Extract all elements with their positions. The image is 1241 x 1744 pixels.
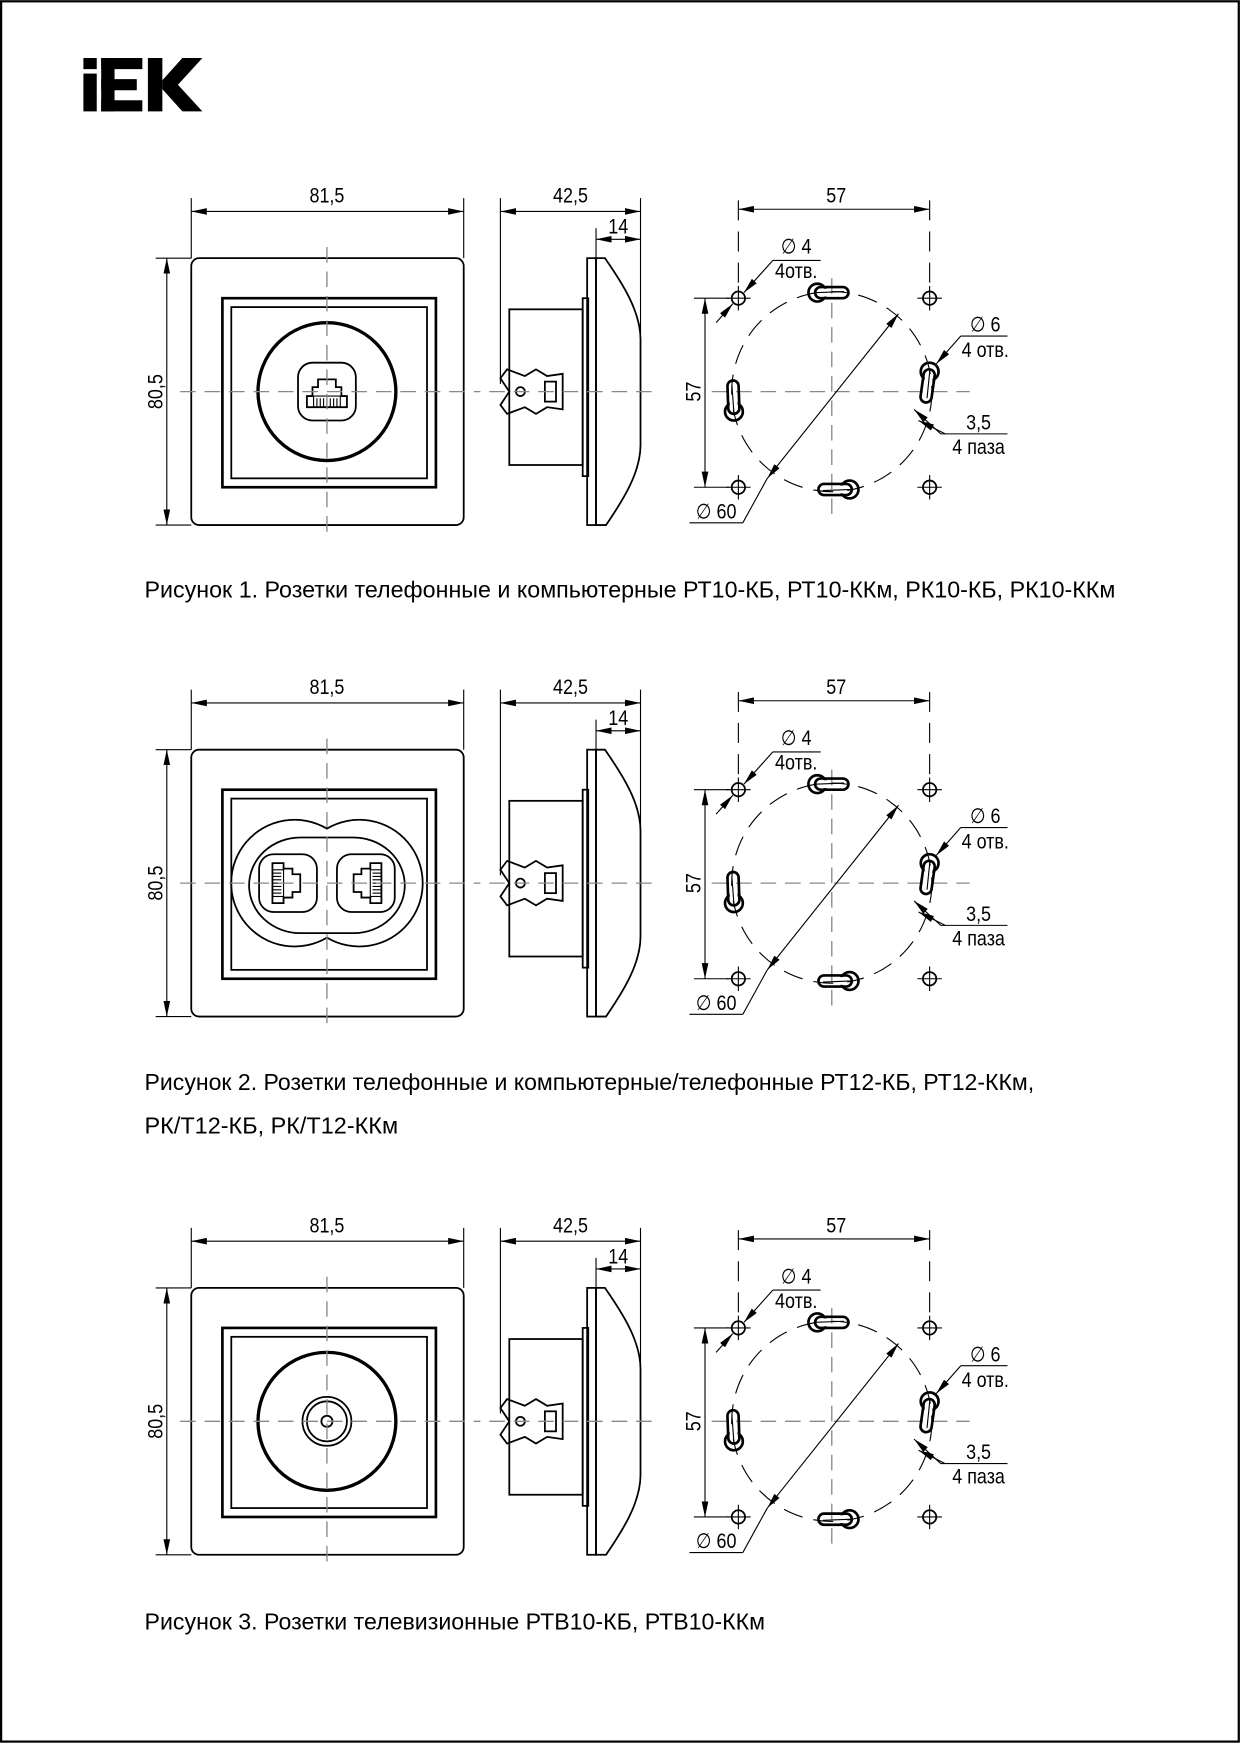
height-label: 80,5: [144, 865, 168, 901]
page-border: [1, 1, 1239, 1741]
height-label: 80,5: [144, 374, 168, 410]
small-hole-diameter-label: ∅ 4: [780, 1265, 812, 1289]
mount-spacing-horizontal-label: 57: [826, 184, 847, 208]
small-hole-diameter-label: ∅ 4: [780, 726, 812, 751]
groove-size-label: 3,5: [966, 411, 992, 435]
groove-size-label: 3,5: [966, 1440, 992, 1465]
slot-count-label: 4 отв.: [961, 338, 1009, 363]
plate-depth-label: 14: [608, 215, 629, 240]
groove-count-label: 4 паза: [952, 1465, 1005, 1489]
depth-label: 42,5: [552, 1213, 588, 1238]
slot-diameter-label: ∅ 6: [969, 1342, 1001, 1367]
mount-spacing-horizontal-label: 57: [826, 675, 847, 700]
slot-count-label: 4 отв.: [961, 830, 1009, 855]
groove-size-label: 3,5: [966, 902, 992, 927]
mount-spacing-vertical-label: 57: [682, 873, 706, 894]
figure-caption: Рисунок 2. Розетки телефонные и компьютерные/телефонные РТ12-КБ, РТ12-ККм,: [144, 1068, 1035, 1095]
slot-diameter-label: ∅ 6: [969, 804, 1001, 829]
small-hole-count-label: 4отв.: [775, 259, 818, 284]
figure-caption: Рисунок 3. Розетки телевизионные РТВ10-КБ, РТВ10-ККм: [144, 1608, 766, 1635]
plate-depth-label: 14: [608, 1245, 629, 1269]
figure-caption: Рисунок 1. Розетки телефонные и компьютерные РТ10-КБ, РТ10-ККм, РК10-КБ, РК10-ККм: [144, 576, 1116, 603]
width-label: 81,5: [309, 1213, 345, 1238]
small-hole-count-label: 4отв.: [775, 1289, 818, 1314]
mount-spacing-vertical-label: 57: [682, 1411, 706, 1432]
mount-circle-diameter-label: ∅ 60: [695, 991, 737, 1016]
groove-count-label: 4 паза: [952, 927, 1005, 951]
slot-diameter-label: ∅ 6: [969, 313, 1001, 337]
depth-label: 42,5: [552, 184, 588, 208]
groove-count-label: 4 паза: [952, 435, 1005, 460]
mount-circle-diameter-label: ∅ 60: [695, 1529, 737, 1554]
plate-depth-label: 14: [608, 706, 629, 731]
depth-label: 42,5: [552, 675, 588, 700]
height-label: 80,5: [144, 1403, 168, 1439]
slot-count-label: 4 отв.: [961, 1368, 1009, 1393]
mount-spacing-vertical-label: 57: [682, 381, 706, 402]
mount-circle-diameter-label: ∅ 60: [695, 500, 737, 524]
width-label: 81,5: [309, 184, 345, 208]
figure-caption: РК/Т12-КБ, РК/Т12-ККм: [144, 1112, 399, 1139]
small-hole-diameter-label: ∅ 4: [780, 235, 812, 260]
width-label: 81,5: [309, 675, 345, 700]
small-hole-count-label: 4отв.: [775, 751, 818, 776]
mount-spacing-horizontal-label: 57: [826, 1213, 847, 1238]
